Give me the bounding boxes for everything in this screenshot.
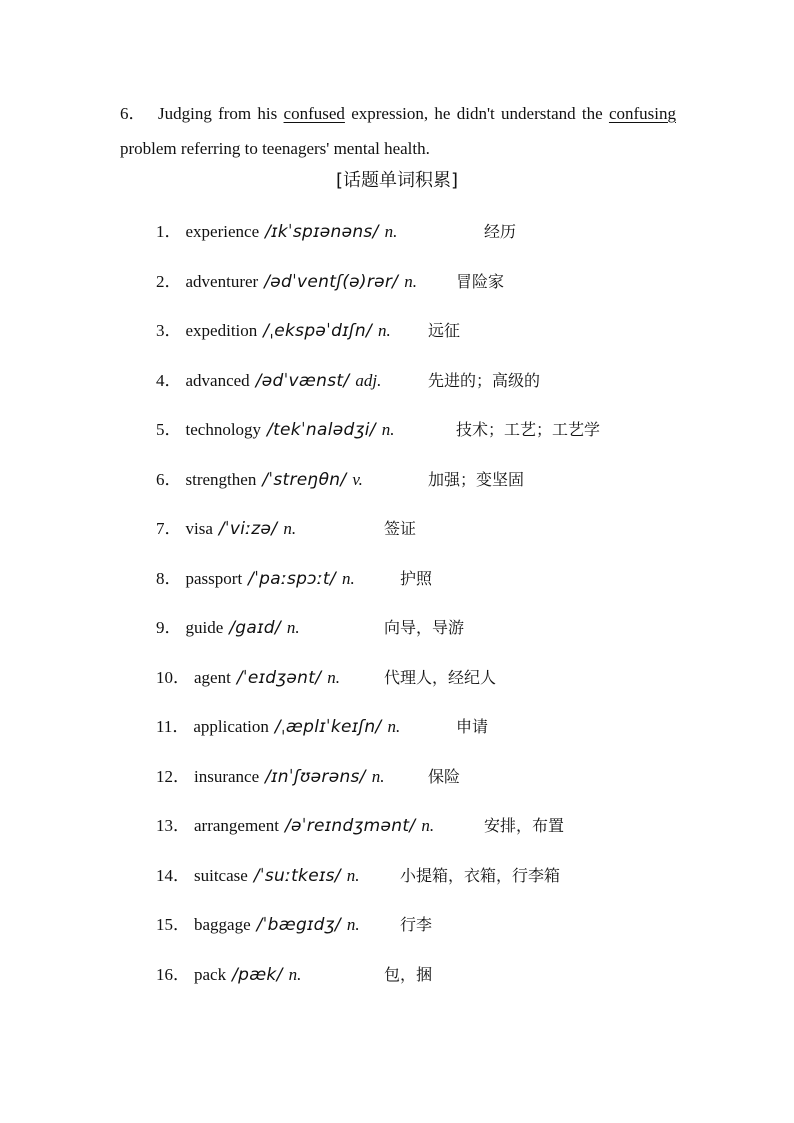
vocab-phonetic: /ˈpaːspɔːt/: [248, 568, 336, 589]
vocab-meaning: 保险: [428, 766, 461, 786]
vocab-word: strengthen: [185, 469, 257, 489]
vocab-part-of-speech: n.: [404, 271, 417, 291]
vocab-word: suitcase: [194, 865, 248, 885]
vocab-item: [156, 460, 716, 510]
vocab-phonetic: /ˈviːzə/: [218, 519, 278, 539]
vocab-part-of-speech: n.: [288, 964, 302, 984]
vocab-item: [156, 856, 716, 906]
vocab-item: [156, 559, 716, 609]
vocab-part-of-speech: n.: [346, 915, 360, 934]
vocab-part-of-speech: n.: [421, 816, 435, 835]
sentence-text-3: problem referring to teenagers' mental health.: [120, 139, 430, 158]
vocab-phonetic: /tekˈnalədʒi/: [267, 420, 376, 440]
vocab-item: [156, 658, 716, 708]
vocab-word: experience: [185, 222, 260, 241]
vocab-part-of-speech: n.: [286, 618, 300, 637]
vocab-item: [156, 608, 716, 658]
vocab-number: 1．: [156, 222, 182, 241]
vocab-item: [156, 311, 716, 361]
vocab-item: [156, 410, 716, 460]
vocab-meaning: 冒险家: [456, 271, 505, 291]
vocab-part-of-speech: n.: [377, 321, 391, 340]
vocab-item: [156, 361, 716, 411]
vocab-number: 11．: [156, 717, 190, 736]
vocab-item: [156, 262, 716, 312]
vocab-phonetic: /ˈbægɪdʒ/: [256, 915, 341, 935]
vocab-number: 16．: [156, 964, 190, 984]
sentence-text-2: expression, he didn't understand the: [344, 104, 609, 123]
vocab-phonetic: /ɪkˈspɪənəns/: [265, 222, 379, 242]
vocab-phonetic: /ˌekspəˈdɪʃn/: [263, 321, 372, 341]
sentence-number: 6．: [120, 104, 146, 123]
vocab-meaning: 代理人，经纪人: [384, 667, 497, 687]
vocab-meaning: 安排，布置: [484, 816, 565, 835]
vocab-word: guide: [185, 618, 224, 637]
vocab-word: agent: [194, 667, 231, 687]
vocab-meaning: 向导，导游: [384, 618, 465, 637]
vocab-meaning: 行李: [400, 915, 433, 934]
vocab-number: 10．: [156, 667, 190, 687]
vocab-item: [156, 707, 716, 757]
vocab-phonetic: /gaɪd/: [229, 618, 281, 638]
vocab-word: application: [193, 717, 269, 736]
vocab-meaning: 远征: [428, 321, 461, 340]
vocab-word: adventurer: [185, 271, 259, 291]
vocab-number: 13．: [156, 816, 190, 835]
vocab-word: insurance: [194, 766, 260, 786]
vocab-phonetic: /ˌæplɪˈkeɪʃn/: [274, 717, 382, 737]
vocab-number: 14．: [156, 865, 190, 885]
vocab-meaning: 先进的；高级的: [428, 370, 541, 390]
vocab-part-of-speech: n.: [371, 766, 385, 786]
vocab-word: passport: [185, 568, 243, 588]
vocab-phonetic: /ˈstreŋθn/: [262, 469, 347, 490]
vocab-meaning: 小提箱，衣箱，行李箱: [400, 865, 561, 885]
vocab-part-of-speech: n.: [283, 519, 297, 538]
vocab-phonetic: /ˈsuːtkeɪs/: [253, 865, 341, 886]
vocab-meaning: 包，捆: [384, 964, 433, 984]
vocab-word: advanced: [185, 370, 250, 390]
vocab-number: 5．: [156, 420, 182, 439]
vocab-meaning: 护照: [400, 568, 433, 588]
vocab-meaning: 技术；工艺；工艺学: [456, 420, 601, 439]
vocab-phonetic: /ˈeɪdʒənt/: [236, 667, 322, 688]
vocab-word: expedition: [185, 321, 258, 340]
vocab-meaning: 签证: [384, 519, 417, 538]
vocab-part-of-speech: adj.: [355, 370, 382, 390]
vocab-item: [156, 955, 716, 1005]
vocab-word: arrangement: [194, 816, 279, 835]
vocab-number: 12．: [156, 766, 190, 786]
vocab-part-of-speech: n.: [381, 420, 395, 439]
vocab-phonetic: /ədˈventʃ(ə)rər/: [264, 271, 399, 292]
vocab-number: 9．: [156, 618, 182, 637]
vocab-meaning: 申请: [456, 717, 489, 736]
section-title: [话题单词积累]: [335, 170, 459, 191]
vocab-phonetic: /əˈreɪndʒmənt/: [284, 816, 416, 836]
vocab-meaning: 加强；变坚固: [428, 469, 525, 489]
vocab-item: [156, 806, 716, 856]
vocab-word: visa: [185, 519, 213, 538]
underlined-word-confused: confused: [283, 104, 345, 123]
vocab-item: [156, 757, 716, 807]
vocab-phonetic: /pæk/: [232, 964, 283, 985]
vocab-word: technology: [185, 420, 262, 439]
vocab-part-of-speech: n.: [384, 222, 398, 241]
sentence-text-1: Judging from his: [158, 104, 284, 123]
vocab-part-of-speech: n.: [341, 568, 355, 588]
underlined-word-confusing: confusing: [608, 104, 676, 123]
vocab-list: [156, 212, 716, 1004]
vocab-meaning: 经历: [484, 222, 517, 241]
vocab-word: baggage: [194, 915, 251, 934]
vocab-number: 3．: [156, 321, 182, 340]
vocab-number: 7．: [156, 519, 182, 538]
vocab-number: 8．: [156, 568, 182, 588]
vocab-item: [156, 509, 716, 559]
vocab-item: [156, 212, 716, 262]
vocab-phonetic: /ədˈvænst/: [255, 370, 350, 391]
vocab-number: 15．: [156, 915, 190, 934]
vocab-part-of-speech: n.: [327, 667, 340, 687]
vocab-number: 4．: [156, 370, 182, 390]
vocab-item: [156, 905, 716, 955]
vocab-part-of-speech: n.: [387, 717, 401, 736]
example-sentence: [120, 96, 676, 166]
vocab-part-of-speech: v.: [352, 469, 363, 489]
vocab-number: 2．: [156, 271, 182, 291]
vocab-phonetic: /ɪnˈʃʊərəns/: [265, 766, 366, 787]
vocab-word: pack: [194, 964, 227, 984]
vocab-part-of-speech: n.: [346, 865, 360, 885]
vocab-number: 6．: [156, 469, 182, 489]
